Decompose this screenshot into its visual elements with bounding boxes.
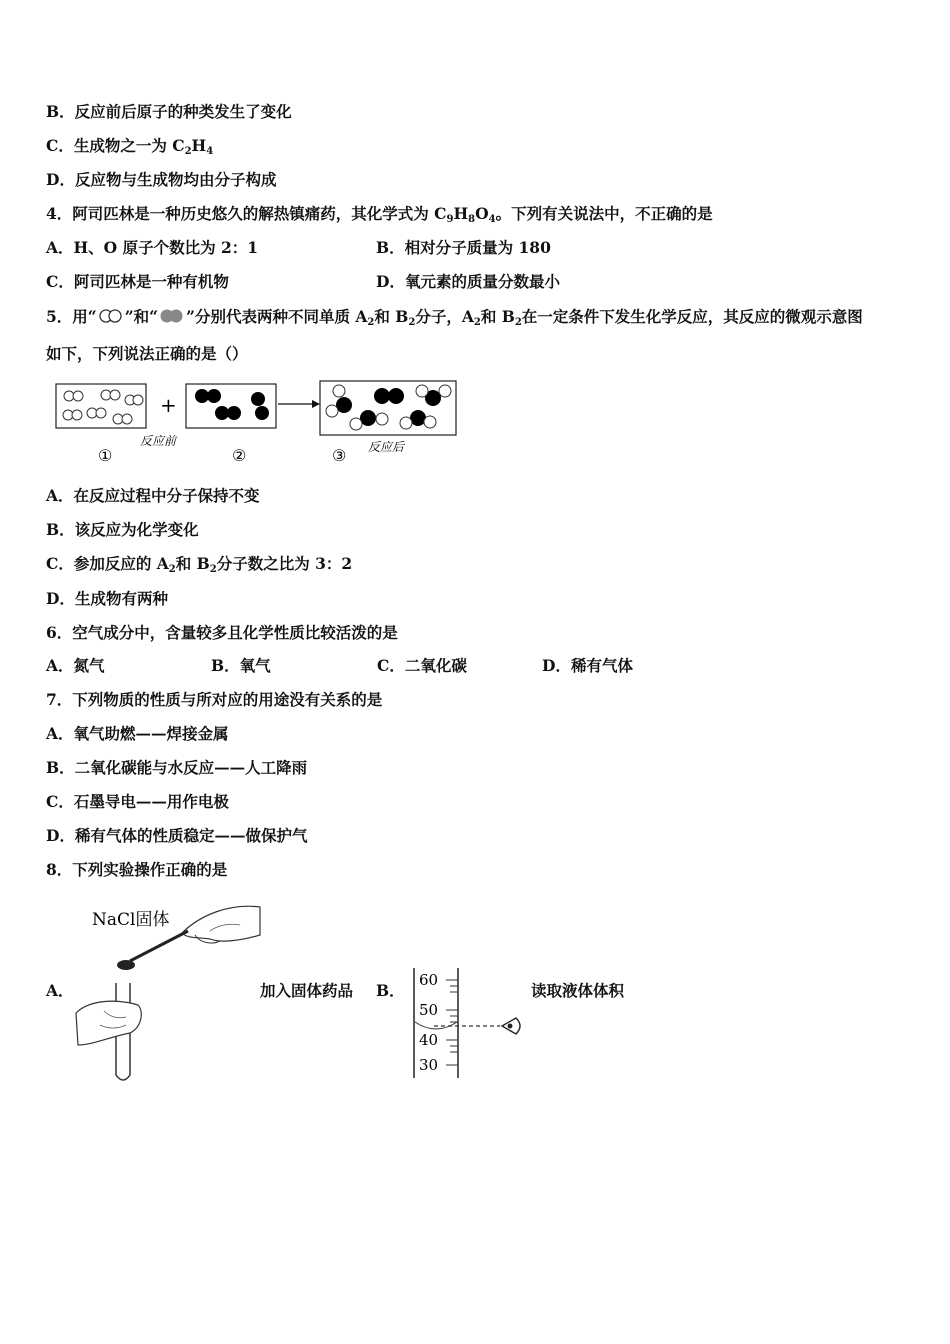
reaction-diagram <box>50 375 470 467</box>
q7-option-c: C．石墨导电——用作电极 <box>46 792 229 811</box>
tick-30: 30 <box>419 1056 439 1074</box>
q8-stem: 8．下列实验操作正确的是 <box>46 860 228 879</box>
label-2: ② <box>232 446 247 465</box>
label-3: ③ <box>332 446 347 465</box>
q4-option-c: C．阿司匹林是一种有机物 <box>46 272 229 291</box>
q6-stem: 6．空气成分中，含量较多且化学性质比较活泼的是 <box>46 623 398 642</box>
tick-40: 40 <box>419 1031 439 1049</box>
q6-option-a: A．氮气 <box>46 656 105 675</box>
nacl-label: NaCl固体 <box>92 910 170 930</box>
q5-option-d: D．生成物有两种 <box>46 589 168 608</box>
q3-option-c: C．生成物之一为 $C_2H_4$ <box>46 136 214 157</box>
q4-option-b: B．相对分子质量为 180 <box>376 238 551 257</box>
caption-before: 反应前 <box>140 434 177 448</box>
tick-60: 60 <box>419 971 439 989</box>
q6-option-c: C．二氧化碳 <box>377 656 467 675</box>
q4-option-d: D．氧元素的质量分数最小 <box>376 272 560 291</box>
q5-option-a: A．在反应过程中分子保持不变 <box>46 486 260 505</box>
q7-option-a: A．氧气助燃——焊接金属 <box>46 724 229 743</box>
label-1: ① <box>98 446 113 465</box>
q8-option-a-letter: A． <box>46 981 74 1000</box>
plus-sign: + <box>160 393 177 417</box>
open-molecule-icon <box>97 308 125 324</box>
q3-option-b: B．反应前后原子的种类发生了变化 <box>46 102 292 121</box>
q7-option-d: D．稀有气体的性质稳定——做保护气 <box>46 826 308 845</box>
caption-after: 反应后 <box>368 440 405 454</box>
q5-stem-line2: 如下，下列说法正确的是（） <box>46 344 248 363</box>
q8-option-b-letter: B． <box>376 981 405 1000</box>
q5-stem: 5．用“ ”和“ ”分别代表两种不同单质 $A_2$和 $B_2$分子，$A_2$和 $B_2$在一定条件下发生化学反应，其反应的微观示意图 <box>46 307 863 328</box>
add-solid-figure <box>70 895 265 1087</box>
q4-stem: 4．阿司匹林是一种历史悠久的解热镇痛药，其化学式为 $C_9H_8O_4$。下列有关说法中，不正确的是 <box>46 204 713 225</box>
q3-option-d: D．反应物与生成物均由分子构成 <box>46 170 277 189</box>
q7-option-b: B．二氧化碳能与水反应——人工降雨 <box>46 758 308 777</box>
q6-option-d: D．稀有气体 <box>542 656 633 675</box>
filled-molecule-icon <box>158 308 186 324</box>
read-volume-figure <box>404 964 529 1082</box>
tick-50: 50 <box>419 1001 439 1019</box>
q8-option-a-text: 加入固体药品 <box>260 981 354 1000</box>
q7-stem: 7．下列物质的性质与所对应的用途没有关系的是 <box>46 690 383 709</box>
q5-option-b: B．该反应为化学变化 <box>46 520 199 539</box>
q4-option-a: A．H、O 原子个数比为 2：1 <box>46 238 259 257</box>
q6-option-b: B．氧气 <box>211 656 271 675</box>
q8-option-b-text: 读取液体体积 <box>531 981 625 1000</box>
q5-option-c: C．参加反应的 $A_2$和 $B_2$分子数之比为 3：2 <box>46 554 353 575</box>
